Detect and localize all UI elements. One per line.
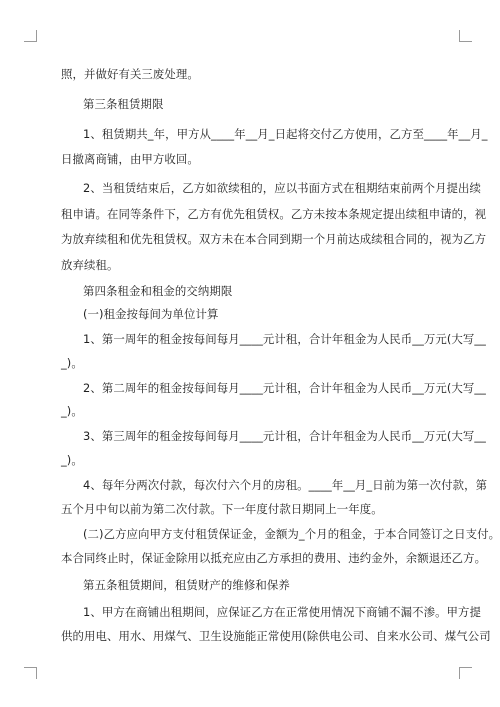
crop-mark-bottom-left-h: [24, 667, 36, 668]
crop-mark-top-right-h: [460, 41, 472, 42]
subsection-heading-1: (一)租金按每间为单位计算: [83, 307, 219, 321]
text-line-22: 1、甲方在商铺出租期间，应保证乙方在正常使用情况下商铺不漏不渗。甲方提: [83, 605, 482, 619]
crop-mark-top-left-v: [36, 30, 37, 42]
section-heading-4: 第四条租金和租金的交纳期限: [83, 284, 233, 298]
text-line-4: 日撤离商铺，由甲方收回。: [61, 152, 199, 166]
text-line-18: 五个月中旬以前为第二次付款。下一年度付款日期同上一年度。: [61, 502, 383, 516]
text-line-23: 供的用电、用水、用煤气、卫生设施能正常使用(除供电公司、自来水公司、煤气公司: [61, 629, 491, 643]
crop-mark-bottom-left-v: [36, 667, 37, 679]
text-line-14: _)。: [61, 404, 83, 418]
subsection-heading-2: (二)乙方应向甲方支付租赁保证金，金额为_个月的租金，于本合同签订之日支付。: [83, 527, 500, 541]
section-heading-3: 第三条租赁期限: [83, 97, 164, 111]
text-line-20: 本合同终止时，保证金除用以抵充应由乙方承担的费用、违约金外，余额退还乙方。: [61, 551, 487, 565]
text-line-15: 3、第三周年的租金按每间每月____元计租，合计年租金为人民币__万元(大写__: [83, 429, 486, 443]
text-line-3: 1、租赁期共_年，甲方从____年__月_日起将交付乙方使用，乙方至____年__月_: [83, 127, 488, 141]
text-line-12: _)。: [61, 356, 83, 370]
text-line-1: 照，并做好有关三废处理。: [61, 67, 199, 81]
text-line-17: 4、每年分两次付款，每次付六个月的房租。____年__月_日前为第一次付款，第: [83, 478, 488, 492]
text-line-11: 1、第一周年的租金按每间每月____元计租，合计年租金为人民币__万元(大写__: [83, 332, 486, 346]
text-line-16: _)。: [61, 453, 83, 467]
text-line-8: 放弃续租。: [61, 258, 119, 272]
text-line-5: 2、当租赁结束后，乙方如欲续租的，应以书面方式在租期结束前两个月提出续: [83, 181, 482, 195]
section-heading-5: 第五条租赁期间，租赁财产的维修和保养: [83, 578, 290, 592]
text-line-7: 为放弃续租和优先租赁权。双方未在本合同到期一个月前达成续租合同的，视为乙方: [61, 232, 487, 246]
text-line-13: 2、第二周年的租金按每间每月____元计租，合计年租金为人民币__万元(大写__: [83, 381, 486, 395]
text-line-6: 租申请。在同等条件下，乙方有优先租赁权。乙方未按本条规定提出续租申请的，视: [61, 207, 487, 221]
crop-mark-bottom-right-v: [459, 667, 460, 679]
crop-mark-bottom-right-h: [460, 667, 472, 668]
crop-mark-top-left-h: [24, 41, 36, 42]
